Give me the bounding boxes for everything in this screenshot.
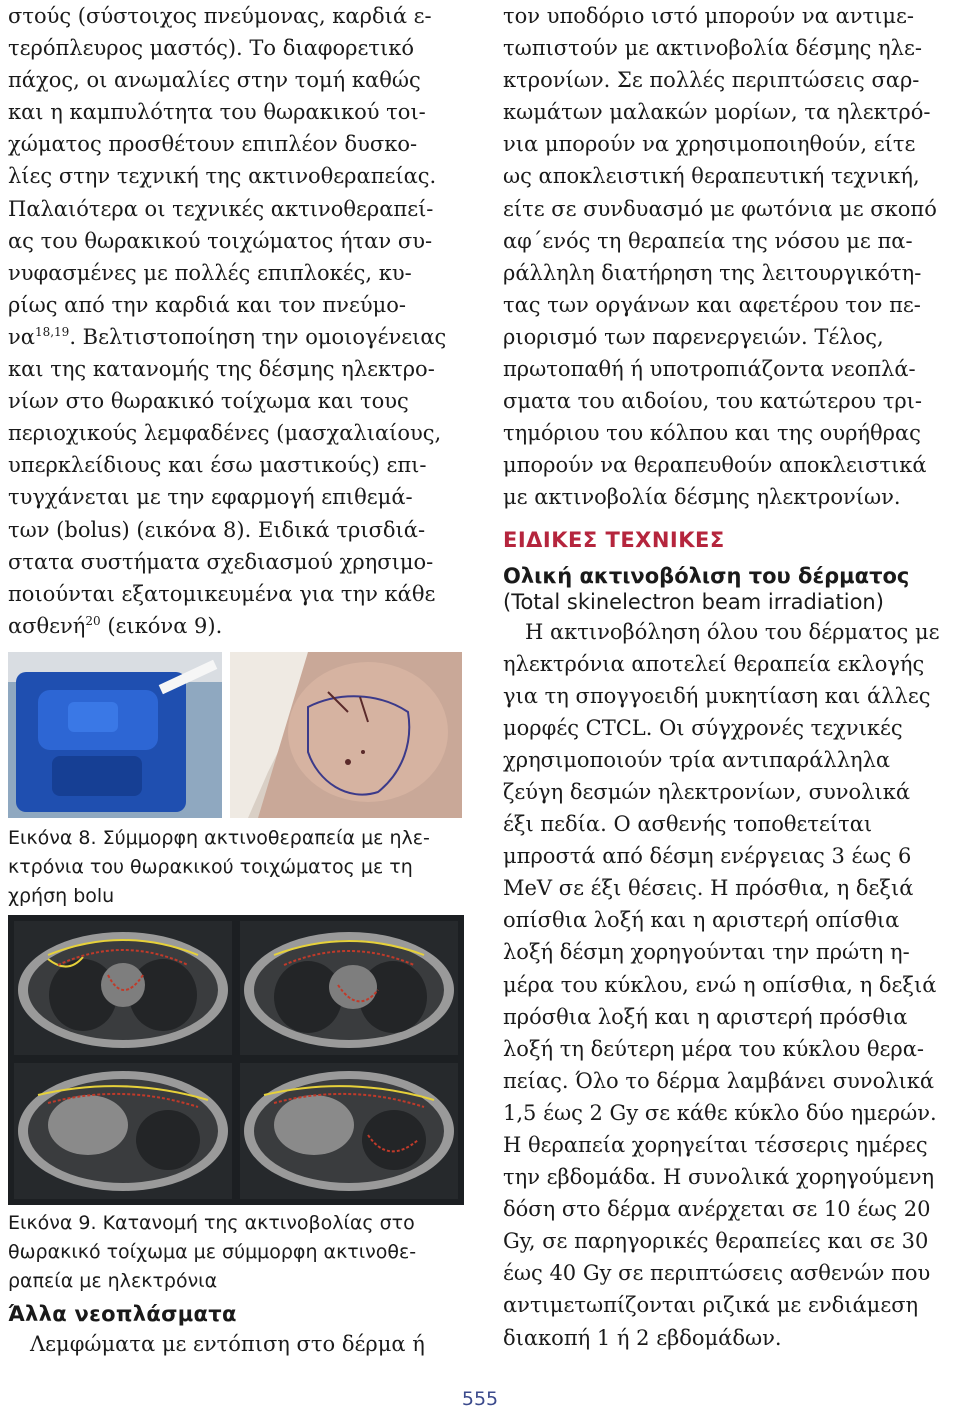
text-line: με ακτινοβολία δέσμης ηλεκτρονίων. bbox=[503, 485, 901, 510]
text-line: νυφασμένες με πολλές επιπλοκές, κυ- bbox=[8, 260, 412, 285]
text-line: περιοχικούς λεμφαδένες (μασχαλιαίους, bbox=[8, 421, 442, 446]
page-number: 555 bbox=[461, 1388, 499, 1410]
text-line: ρίως από την καρδιά και τον πνεύμο- bbox=[8, 292, 406, 317]
text-line: χρησιμοποιούν τρία αντιπαράλληλα bbox=[503, 747, 891, 772]
text-line: στατα συστήματα σχεδιασμού χρησιμο- bbox=[8, 549, 434, 574]
text-line: τον υποδόριο ιστό μπορούν να αντιμε- bbox=[503, 4, 914, 28]
text-line: Παλαιότερα οι τεχνικές ακτινοθεραπεί- bbox=[8, 196, 434, 221]
text-line: ποιούνται εξατομικευμένα για την κάθε bbox=[8, 581, 436, 606]
text-line: πρωτοπαθή ή υποτροπιάζοντα νεοπλά- bbox=[503, 357, 916, 382]
text-line: υπερκλείδιους και έσω μαστικούς) επι- bbox=[8, 453, 427, 478]
ct-dose-images bbox=[8, 915, 464, 1205]
text-line: νίων στο θωρακικό τοίχωμα και τους bbox=[8, 389, 409, 414]
subsection-english-title: (Total skinelectron beam irradiation) bbox=[503, 589, 884, 614]
caption-line: θωρακικό τοίχωμα με σύμμορφη ακτινοθε- bbox=[8, 1240, 417, 1263]
section-heading-special-techniques: ΕΙΔΙΚΕΣ ΤΕΧΝΙΚΕΣ bbox=[503, 527, 725, 552]
text-line: ας του θωρακικού τοιχώματος ήταν συ- bbox=[8, 228, 433, 253]
text-line: ριορισμό των παρενεργειών. Τέλος, bbox=[503, 324, 884, 349]
left-column bbox=[8, 0, 464, 1360]
text-line: πείας. Όλο το δέρμα λαμβάνει συνολικά bbox=[503, 1068, 935, 1093]
bolus-photographs bbox=[8, 652, 462, 818]
text-line: τερόπλευρος μαστός). Το διαφορετικό bbox=[8, 36, 414, 61]
other-neoplasms-heading: Άλλα νεοπλάσματα bbox=[8, 1301, 237, 1326]
figure-8-caption bbox=[8, 824, 464, 911]
caption-line: κτρόνια του θωρακικού τοιχώματος με τη bbox=[8, 855, 413, 878]
text-line: δόση στο δέρμα ανέρχεται σε 10 έως 20 bbox=[503, 1197, 931, 1222]
text-line: είτε σε συνδυασμό με φωτόνια με σκοπό bbox=[503, 196, 937, 221]
caption-line: Εικόνα 9. Κατανομή της ακτινοβολίας στο bbox=[8, 1211, 415, 1234]
text-line: λοξή δέσμη χορηγούνται την πρώτη η- bbox=[503, 940, 910, 965]
figure-8-photos bbox=[8, 652, 462, 818]
text-line: 1,5 έως 2 Gy σε κάθε κύκλο δύο ημερών. bbox=[503, 1100, 937, 1125]
text-fragment: (εικόνα 9). bbox=[100, 613, 223, 638]
text-line: Η θεραπεία χορηγείται τέσσερις ημέρες bbox=[503, 1133, 928, 1157]
text-line: Gy, σε παρηγορικές θεραπείες και σε 30 bbox=[503, 1229, 929, 1254]
intro-paragraph bbox=[8, 0, 464, 642]
citation-ref: 18,19 bbox=[34, 324, 70, 339]
citation-ref: 20 bbox=[85, 613, 101, 628]
text-line: αφ΄ενός τη θεραπεία της νόσου με πα- bbox=[503, 228, 913, 253]
text-line: των (bolus) (εικόνα 8). Ειδικά τρισδιά- bbox=[8, 517, 426, 542]
text-line: ηλεκτρόνια αποτελεί θεραπεία εκλογής bbox=[503, 651, 925, 676]
text-line: νια μπορούν να χρησιμοποιηθούν, είτε bbox=[503, 132, 916, 157]
text-line: ως αποκλειστική θεραπευτική τεχνική, bbox=[503, 164, 920, 189]
text-line: λίες στην τεχνική της ακτινοθεραπείας. bbox=[8, 164, 437, 189]
text-line: διακοπή 1 ή 2 εβδομάδων. bbox=[503, 1325, 782, 1350]
text-line: έξι πεδία. Ο ασθενής τοποθετείται bbox=[503, 812, 873, 837]
caption-line: Εικόνα 8. Σύμμορφη ακτινοθεραπεία με ηλε- bbox=[8, 826, 430, 849]
figure-9-ct-scans bbox=[8, 915, 464, 1205]
text-line: κωμάτων μαλακών μορίων, τα ηλεκτρό- bbox=[503, 100, 931, 125]
text-line: πρόσθια λοξή και η αριστερή πρόσθια bbox=[503, 1004, 908, 1029]
text-fragment: ασθενή bbox=[8, 613, 86, 638]
caption-line: ραπεία με ηλεκτρόνια bbox=[8, 1269, 218, 1292]
caption-line: χρήση bolu bbox=[8, 884, 115, 907]
text-line: μπροστά από δέσμη ενέργειας 3 έως 6 bbox=[503, 844, 912, 869]
text-fragment: . Βελτιστοποίηση την ομοιογένειας bbox=[69, 324, 447, 349]
text-line: λοξή τη δεύτερη μέρα του κύκλου θερα- bbox=[503, 1036, 925, 1061]
text-fragment: να bbox=[8, 324, 35, 349]
text-line: χώματος προσθέτουν επιπλέον δυσκο- bbox=[8, 132, 418, 157]
text-line: τας των οργάνων και αφετέρου τον πε- bbox=[503, 292, 921, 317]
text-line: Η ακτινοβόληση όλου του δέρματος με bbox=[525, 619, 940, 644]
text-line: τημόριου του κόλπου και της ουρήθρας bbox=[503, 421, 921, 446]
tsebi-paragraph bbox=[503, 616, 955, 1354]
text-line: οπίσθια λοξή και η αριστερή οπίσθια bbox=[503, 908, 900, 933]
text-line: στούς (σύστοιχος πνεύμονας, καρδιά ε- bbox=[8, 4, 432, 28]
text-line: μπορούν να θεραπευθούν αποκλειστικά bbox=[503, 453, 927, 478]
text-line: για τη σπογγοειδή μυκητίαση και άλλες bbox=[503, 683, 931, 708]
text-line: αντιμετωπίζονται ριζικά με ενδιάμεση bbox=[503, 1293, 919, 1318]
text-line: έως 40 Gy σε περιπτώσεις ασθενών που bbox=[503, 1261, 931, 1286]
continuation-paragraph bbox=[503, 0, 955, 514]
subsection-heading-tsebi: Ολική ακτινοβόλιση του δέρματος bbox=[503, 563, 910, 588]
other-neoplasms-text: Λεμφώματα με εντόπιση στο δέρμα ή bbox=[30, 1331, 425, 1356]
text-line: μορφές CTCL. Οι σύγχρονές τεχνικές bbox=[503, 715, 903, 740]
text-line: σματα του αιδοίου, του κατώτερου τρι- bbox=[503, 389, 923, 414]
text-line: τυγχάνεται με την εφαρμογή επιθεμά- bbox=[8, 485, 413, 510]
text-line: την εβδομάδα. Η συνολικά χορηγούμενη bbox=[503, 1165, 935, 1190]
text-line: μέρα του κύκλου, ενώ η οπίσθια, η δεξιά bbox=[503, 972, 937, 997]
text-line: πάχος, οι ανωμαλίες στην τομή καθώς bbox=[8, 68, 421, 93]
text-line: ράλληλη διατήρηση της λειτουργικότη- bbox=[503, 260, 922, 285]
text-line: MeV σε έξι θέσεις. Η πρόσθια, η δεξιά bbox=[503, 876, 914, 901]
right-column bbox=[503, 0, 955, 1354]
text-line: και της κατανομής της δέσμης ηλεκτρο- bbox=[8, 357, 435, 382]
text-line: και η καμπυλότητα του θωρακικού τοι- bbox=[8, 100, 426, 125]
text-line: κτρονίων. Σε πολλές περιπτώσεις σαρ- bbox=[503, 68, 920, 93]
text-line: τωπιστούν με ακτινοβολία δέσμης ηλε- bbox=[503, 36, 922, 61]
figure-9-caption bbox=[8, 1209, 464, 1296]
text-line: ζεύγη δεσμών ηλεκτρονίων, συνολικά bbox=[503, 779, 911, 804]
